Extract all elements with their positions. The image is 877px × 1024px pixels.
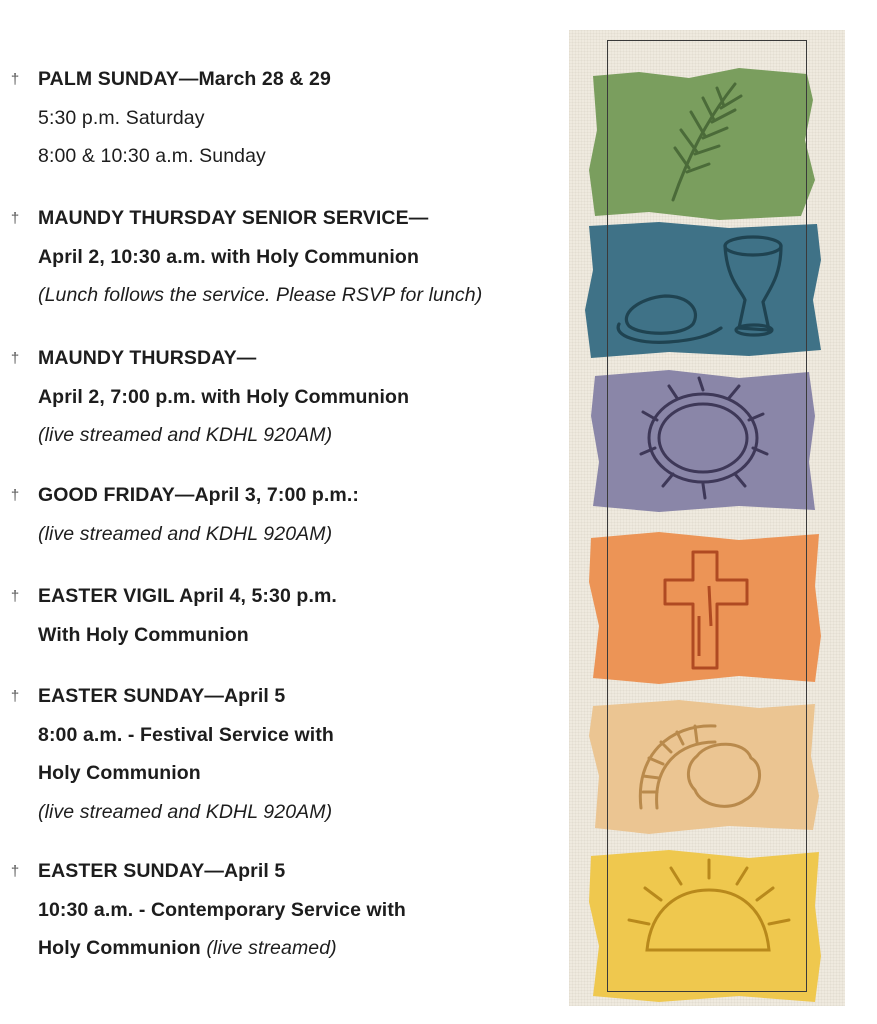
event-text: MAUNDY THURSDAY— <box>38 347 257 369</box>
event-title <box>38 584 337 608</box>
event-detail <box>38 385 409 409</box>
event-title <box>38 684 285 708</box>
event-text: EASTER SUNDAY—April 5 <box>38 860 286 882</box>
event-title <box>38 67 331 91</box>
event-text: 5:30 p.m. Saturday <box>38 106 205 129</box>
event-item <box>0 684 560 838</box>
event-title <box>38 859 285 883</box>
event-detail <box>38 522 332 546</box>
bullet-cross-icon: † <box>10 71 20 88</box>
bullet-cross-icon: † <box>10 588 20 605</box>
banner-frame <box>607 40 807 992</box>
event-item <box>0 483 560 560</box>
event-text: April 2, 7:00 p.m. with Holy Communion <box>38 385 410 408</box>
event-title <box>38 483 359 507</box>
bullet-cross-icon: † <box>10 487 20 504</box>
event-title <box>38 346 256 370</box>
event-detail <box>38 898 406 922</box>
event-text: 10:30 a.m. - Contemporary Service with <box>38 898 406 921</box>
event-detail <box>38 144 266 168</box>
event-item <box>0 346 560 462</box>
bullet-cross-icon: † <box>10 688 20 705</box>
event-text: Holy Communion <box>38 762 201 784</box>
event-text: 8:00 a.m. - Festival Service with <box>38 723 334 746</box>
event-detail <box>38 723 334 747</box>
event-text: (live streamed and KDHL 920AM) <box>38 800 333 823</box>
event-detail <box>38 800 332 824</box>
event-text: (live streamed) <box>206 937 337 959</box>
event-text: MAUNDY THURSDAY SENIOR SERVICE— <box>38 207 429 229</box>
event-detail <box>38 761 201 785</box>
event-text: 8:00 & 10:30 a.m. Sunday <box>38 145 266 167</box>
event-text: (live streamed and KDHL 920AM) <box>38 522 333 545</box>
event-detail <box>38 936 337 960</box>
event-text: (Lunch follows the service. Please RSVP for lunch) <box>38 284 483 306</box>
event-item <box>0 859 560 975</box>
event-item <box>0 206 560 322</box>
event-text: GOOD FRIDAY—April 3, 7:00 p.m.: <box>38 484 359 506</box>
event-text: April 2, 10:30 a.m. with Holy Communion <box>38 245 419 268</box>
bullet-cross-icon: † <box>10 863 20 880</box>
event-title <box>38 206 428 230</box>
event-text: (live streamed and KDHL 920AM) <box>38 424 333 446</box>
event-text: EASTER VIGIL April 4, 5:30 p.m. <box>38 585 337 607</box>
event-detail <box>38 623 249 647</box>
event-detail <box>38 283 482 307</box>
event-item <box>0 67 560 183</box>
bullet-cross-icon: † <box>10 210 20 227</box>
event-text: EASTER SUNDAY—April 5 <box>38 685 286 707</box>
event-text: With Holy Communion <box>38 623 249 646</box>
event-text: Holy Communion <box>38 937 207 959</box>
event-detail <box>38 245 419 269</box>
event-item <box>0 584 560 661</box>
event-text: PALM SUNDAY—March 28 & 29 <box>38 68 331 90</box>
event-detail <box>38 106 205 130</box>
event-detail <box>38 423 332 447</box>
holy-week-banner <box>569 30 845 1006</box>
bullet-cross-icon: † <box>10 350 20 367</box>
